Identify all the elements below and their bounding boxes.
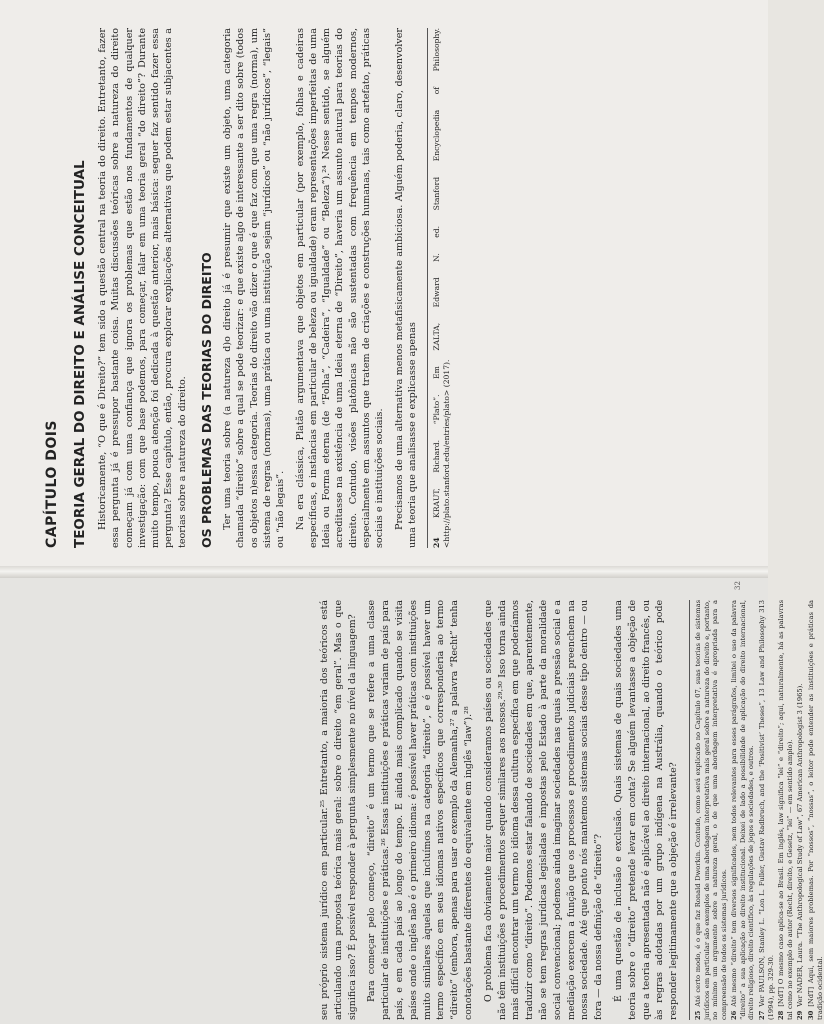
footnote [730, 600, 756, 1020]
body-paragraph-4: É uma questão de inclusão e exclusão. Quais sistemas de quais sociedades uma teoria sobre o “direito” pretende levar em conta? Se alguém levantasse a objeção de que a teoria apresentada não é aplicável ao direito internacional, ao direito francês, ou às regras adotadas por um grupo indígena na Austrália, quando o teórico pode responder legitimamente que a objeção é irrelevante? [612, 600, 680, 1020]
footnotes-block [689, 600, 824, 1020]
footnote-text: Ver PAULSON, Stanley L. “Lon L. Fuller, Gustav Radbruch, and the ‘Positivist’ Theses”, 13 Law and Philosophy 313 (1994), pp. 329-30. [758, 600, 775, 1020]
bottom-page-content [318, 600, 824, 1020]
footnote-block [427, 28, 451, 548]
footnote [694, 600, 728, 1020]
footnote-text: Ver NADER, Laura. “The Anthropological Study of Law”, 67 American Anthropologist 3 (1965). [796, 683, 805, 1007]
footnote-number: 27 [758, 1010, 767, 1020]
chapter-title: TEORIA GERAL DO DIREITO E ANÁLISE CONCEITUAL [72, 160, 88, 548]
section-paragraph-1: Ter uma teoria sobre (a natureza d)o direito já é presumir que existe um objeto, uma categoria chamada “direito” sobre a qual se pode teorizar: e que existe algo de interessante a ser dito sobre (todos os objetos n)essa categoria. Teorias do direito vão dizer o que é que faz com que uma regra (norma), um sistema de regras (normas), uma prática ou uma instituição sejam “jurídicos” ou “não jurídicos”, “legais” ou “não legais”. [222, 28, 287, 548]
footnote-number: 26 [730, 1010, 739, 1020]
footnote-text: Até mesmo “direito” tem diversos significados, nem todos relevantes para esses parágrafos, limitei o uso da palavra “direito” a sua aplicação ao direito institucional. Deixei de lado a possibilidade de aplicação do direito internacional, direito religioso, direito científico, às regulações de jogos e sociedades, e outros. [730, 600, 756, 1020]
section-heading: OS PROBLEMAS DAS TEORIAS DO DIREITO [199, 252, 215, 548]
footnote-number: 30 [807, 1010, 816, 1020]
footnote [758, 600, 775, 1020]
footnote [796, 600, 805, 1020]
footnote-number: 24 [432, 537, 442, 548]
footnote [432, 28, 451, 548]
body-paragraph-1: seu próprio sistema jurídico em particular.²⁵ Entretanto, a maioria dos teóricos está articulando uma proposta teórica mais geral: sobre o direito “em geral”. Mas o que significa isso? É possível responder à pergunta simplesmente no nível da linguagem? [319, 600, 358, 1020]
footnote [777, 600, 794, 1020]
top-page-content [44, 28, 654, 548]
page-number: 32 [734, 581, 742, 590]
chapter-label: CAPÍTULO DOIS [44, 419, 60, 548]
footnote-number: 25 [693, 1010, 702, 1020]
footnote-text: KRAUT, Richard. “Plato”. Em ZALTA, Edward N. ed. Stanford Encyclopedia of Philosophy. <http://plato.stanford.edu/entries/plato> (2017). [432, 28, 451, 548]
book-gutter [0, 566, 768, 578]
body-paragraph-3: O problema fica obviamente maior quando consideramos países ou sociedades que não têm instituições e procedimentos sequer similares aos nossos.²⁹·³⁰ Isso torna ainda mais difícil encontrar um termo no idioma dessa cultura específica em que poderíamos traduzir como “direito”. Podemos estar falando de sociedades em que, aparentemente, não se tem regras jurídicas legisladas e impostas pelo Estado à parte da moralidade social convencional; podemos ainda imaginar sociedades nas quais a pressão social e a mediação exercem a função que os processos e procedimentos judiciais preenchem na nossa sociedade. Até que ponto nós mantemos sistemas sociais desse tipo dentro — ou fora — da nossa definição de “direito”? [482, 600, 605, 1020]
intro-paragraph: Historicamente, “O que é Direito?” tem sido a questão central na teoria do direito. Entretanto, fazer essa pergunta já é pressupor bastante coisa. Muitas discussões teóricas sobre a natureza do direito começam já com uma confiança que ignora os problemas que estão nos fundamentos de qualquer investigação: com que base podemos, para começar, falar em uma teoria geral “do direito”? Durante muito tempo, pouca atenção foi dedicada à questão anterior, mais básica: seguer faz sentido fazer essa pergunta? Esse capítulo, então, procura explorar explicações alternativas que podem estar subjacentes a teorias sobre a natureza do direito. [97, 28, 188, 548]
footnote-text: [NdT] O mesmo caso aplica-se ao Brasil. Em inglês, law significa “lei” e “direito”; aqui, naturalmente, há as palavras tal como no exemplo do autor (Recht, direito, e Gesetz, “lei” — em sentido amplo). [777, 600, 794, 1020]
footnote-text: [NdT] Aqui, sem maiores problemas. Por “nossos”, “nossas”, o leitor pode entender as instituições e práticas da tradição ocidental. [807, 600, 824, 1020]
section-paragraph-3: Precisamos de uma alternativa menos metafisicamente ambiciosa. Alguém poderia, claro, desenvolver uma teoria que analisasse e explicasse apenas [393, 28, 418, 548]
body-paragraph-2: Para começar pelo começo, “direito” é um termo que se refere a uma classe particular de instituições e práticas.²⁶ Essas instituições e práticas variam de país para país, e em cada país ao longo do tempo. E ainda mais complicado quando se visita países onde o inglês não é o primeiro idioma: é possível haver práticas com instituições muito similares àquelas que incluímos na categoria “direito”, e é possível haver um termo específico em seus idiomas nativos específicos que corresponderia ao termo “direito” (embora, apenas para usar o exemplo da Alemanha,²⁷ a palavra “Recht” tenha conotações bastante diferentes do equivalente em inglês “law”).²⁸ [366, 600, 474, 1020]
footnote-number: 29 [796, 1010, 805, 1020]
section-paragraph-2: Na era clássica, Platão argumentava que objetos em particular (por exemplo, folhas e cadeiras específicas, e instâncias em particular de beleza ou igualdade) eram representações imperfeitas de uma Ideia ou Forma eterna (de “Folha”, “Cadeira”, “Igualdade” ou “Beleza”).²⁴ Nesse sentido, se alguém acreditasse na existência de uma Ideia eterna de “Direito”, haveria um assunto natural para teorias do direito. Contudo, visões platônicas não são sustentadas com frequência em tempos modernos, especialmente em assuntos que tratem de criações e construções humanas, tais como artefato, práticas sociais e instituições sociais. [294, 28, 386, 548]
footnote-number: 28 [777, 1010, 786, 1020]
footnote [807, 600, 824, 1020]
footnote-text: Até certo modo, é o que faz Ronald Dworkin. Contudo, como será explicado no Capítulo 07, suas teorias de sistemas jurídicos em particular são exemplos de uma abordagem interpretativa mais geral sobre a natureza do direito e, portanto, no mínimo um argumento sobre a natureza geral, o de que uma abordagem interpretativa é apropriada para a compreensão de todos os sistemas jurídicos. [693, 600, 728, 1020]
